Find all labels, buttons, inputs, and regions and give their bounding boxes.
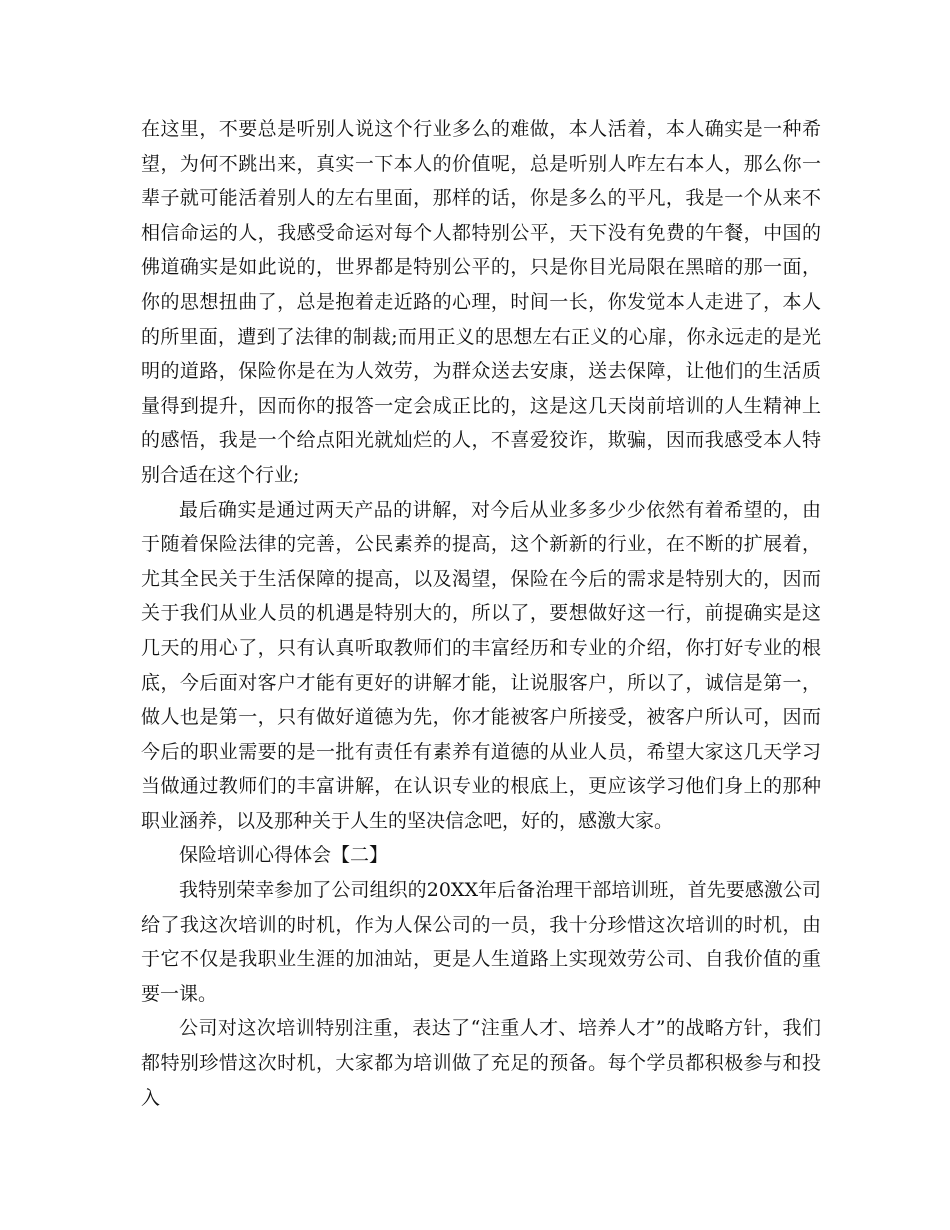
paragraph-opening: 在这里，不要总是听别人说这个行业多么的难做，本人活着，本人确实是一种希望，为何不跳出来，真实一下本人的价值呢，总是听别人咋左右本人，那么你一辈子就可能活着别人的左右里面，那样的话，你是多么的平凡，我是一个从来不相信命运的人，我感受命运对每个人都特别公平，天下没有免费的午餐，中国的佛道确实是如此说的，世界都是特别公平的，只是你目光局限在黑暗的那一面，你的思想扭曲了，总是抱着走近路的心理，时间一长，你发觉本人走进了，本人的所里面，遭到了法律的制裁;而用正义的思想左右正义的心扉，你永远走的是光明的道路，保险你是在为人效劳，为群众送去安康，送去保障，让他们的生活质量得到提升，因而你的报答一定会成正比的，这是这几天岗前培训的人生精神上的感悟，我是一个给点阳光就灿烂的人，不喜爱狡诈，欺骗，因而我感受本人特别合适在这个行业; [141,118,821,486]
section-heading: 保险培训心得体会【二】 [179,844,389,867]
paragraph-company-emphasis: 公司对这次培训特别注重，表达了“注重人才、培养人才”的战略方针，我们都特别珍惜这次时机，大家都为培训做了充足的预备。每个学员都积极参与和投入 [141,1017,821,1109]
paragraph-product-training: 最后确实是通过两天产品的讲解，对今后从业多多少少依然有着希望的，由于随着保险法律的完善，公民素养的提高，这个新新的行业，在不断的扩展着，尤其全民关于生活保障的提高，以及渴望，保险在今后的需求是特别大的，因而关于我们从业人员的机遇是特别大的，所以了，要想做好这一行，前提确实是这几天的用心了，只有认真听取教师们的丰富经历和专业的介绍，你打好专业的根底，今后面对客户才能有更好的讲解才能，让说服客户，所以了，诚信是第一，做人也是第一，只有做好道德为先，你才能被客户所接受，被客户所认可，因而今后的职业需要的是一批有责任有素养有道德的从业人员，希望大家这几天学习当做通过教师们的丰富讲解，在认识专业的根底上，更应该学习他们身上的那种职业涵养，以及那种关于人生的坚决信念吧，好的，感激大家。 [141,498,821,832]
paragraph-training-intro: 我特别荣幸参加了公司组织的20XX年后备治理干部培训班，首先要感激公司给了我这次培训的时机，作为人保公司的一员，我十分珍惜这次培训的时机，由于它不仅是我职业生涯的加油站，更是人生道路上实现效劳公司、自我价值的重要一课。 [141,879,821,1005]
document-page [141,112,821,1115]
